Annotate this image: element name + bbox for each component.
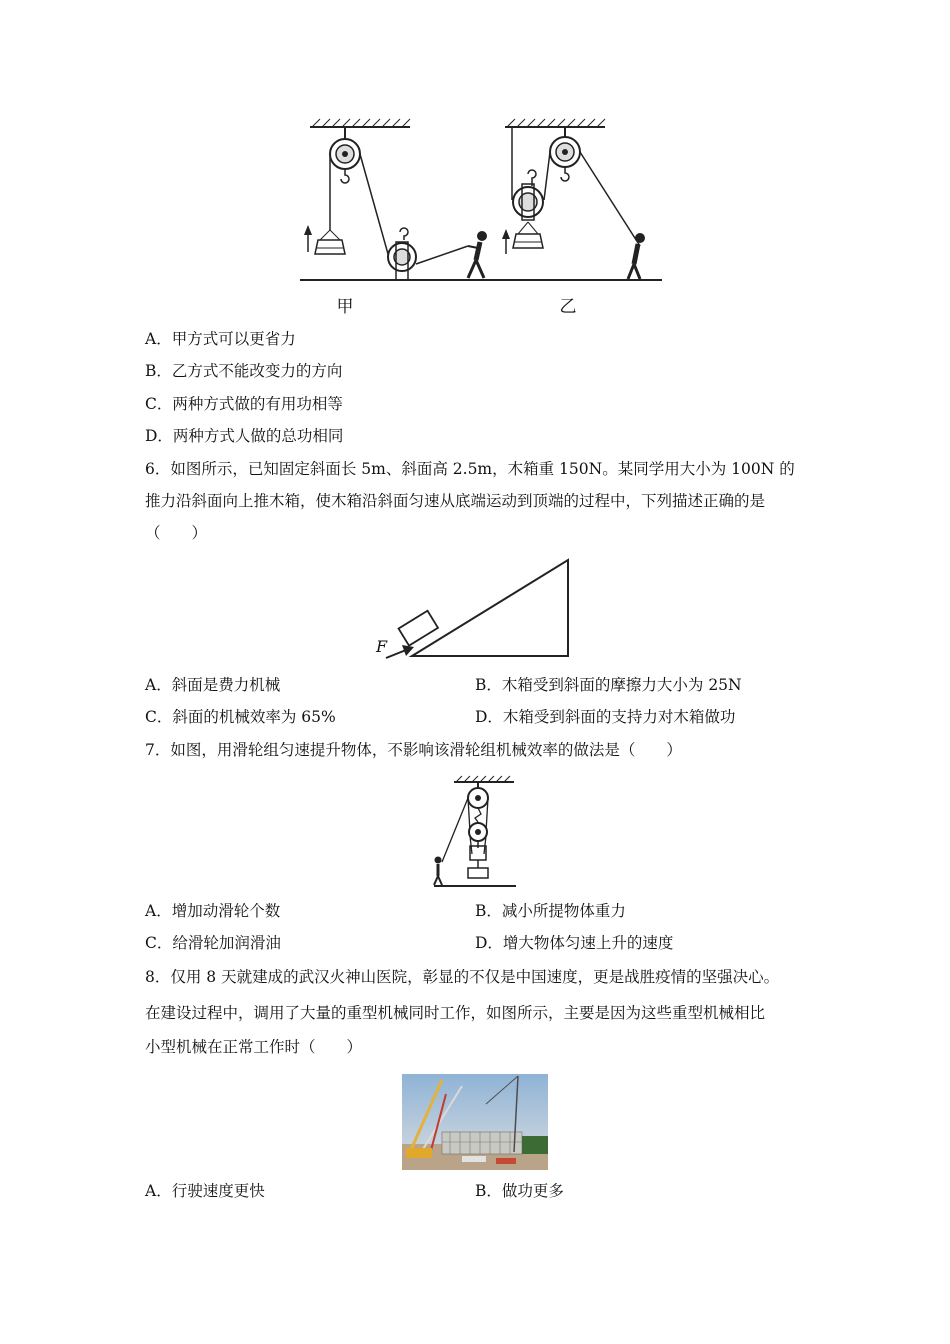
q8-stem-line-2: 在建设过程中，调用了大量的重型机械同时工作，如图所示，主要是因为这些重型机械相比 bbox=[145, 1004, 766, 1022]
q8-option-b[interactable]: B．做功更多 bbox=[475, 1182, 564, 1200]
q6-option-b[interactable]: B．木箱受到斜面的摩擦力大小为 25N bbox=[475, 676, 742, 694]
force-label: F bbox=[376, 637, 388, 656]
q6-stem-line-3: （ ） bbox=[145, 524, 208, 542]
q6-stem-line-2: 推力沿斜面向上推木箱，使木箱沿斜面匀速从底端运动到顶端的过程中，下列描述正确的是 bbox=[145, 492, 766, 510]
q6-option-d[interactable]: D．木箱受到斜面的支持力对木箱做功 bbox=[475, 708, 736, 726]
pulley-figure-q5 bbox=[300, 112, 670, 322]
figure-label-left: 甲 bbox=[336, 297, 354, 317]
q6-option-a[interactable]: A．斜面是费力机械 bbox=[145, 676, 281, 694]
q7-stem-line-1: 7．如图，用滑轮组匀速提升物体，不影响该滑轮组机械效率的做法是（ ） bbox=[145, 741, 682, 759]
q5-option-c[interactable]: C．两种方式做的有用功相等 bbox=[145, 395, 343, 413]
q7-option-d[interactable]: D．增大物体匀速上升的速度 bbox=[475, 934, 674, 952]
construction-photo-q8 bbox=[402, 1074, 548, 1170]
q7-option-b[interactable]: B．减小所提物体重力 bbox=[475, 902, 626, 920]
q7-option-c[interactable]: C．给滑轮加润滑油 bbox=[145, 934, 281, 952]
incline-figure-q6 bbox=[372, 556, 577, 666]
q8-option-a[interactable]: A．行驶速度更快 bbox=[145, 1182, 265, 1200]
q5-option-a[interactable]: A．甲方式可以更省力 bbox=[145, 330, 296, 348]
q6-option-c[interactable]: C．斜面的机械效率为 65% bbox=[145, 708, 336, 726]
figure-label-right: 乙 bbox=[559, 297, 577, 317]
q6-stem-line-1: 6．如图所示，已知固定斜面长 5m、斜面高 2.5m，木箱重 150N。某同学用大小为 100N 的 bbox=[145, 460, 795, 478]
pulley-block-figure-q7 bbox=[424, 774, 524, 892]
q5-option-b[interactable]: B．乙方式不能改变力的方向 bbox=[145, 362, 343, 380]
q8-stem-line-1: 8．仅用 8 天就建成的武汉火神山医院，彰显的不仅是中国速度，更是战胜疫情的坚强决心。 bbox=[145, 968, 780, 986]
q8-stem-line-3: 小型机械在正常工作时（ ） bbox=[145, 1038, 363, 1056]
q5-option-d[interactable]: D．两种方式人做的总功相同 bbox=[145, 427, 344, 445]
q7-option-a[interactable]: A．增加动滑轮个数 bbox=[145, 902, 281, 920]
